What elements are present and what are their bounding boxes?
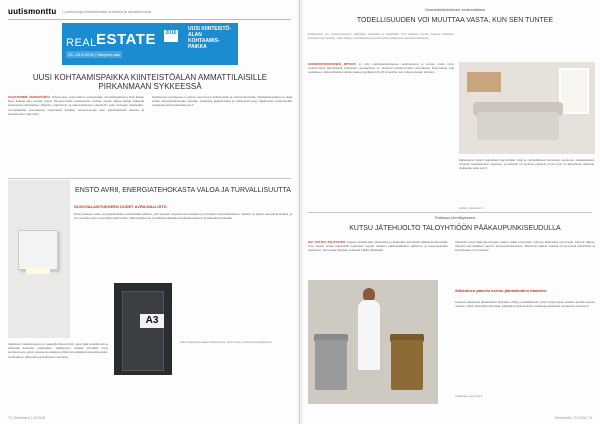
header-divider xyxy=(8,19,291,20)
right-page-number: 73 xyxy=(587,415,592,420)
right-article1-caption: Lähde: www.vesi.fi xyxy=(459,206,483,210)
right-article2-col1-text: mukaan kehittämään jätehuoltoa ja lisäämään kierrätystä pääkaupunkiseudulla. Uusi palvelu auttaa taloyhtiöitä löytämään sopivat ratkaisut pakkausjätteiden lajitteluun ja keräysastioiden sijoitteluun. Neuvontaa tarjotaan maksutta kaikille halukkaille. xyxy=(308,240,448,253)
right-article2-column-2: Taloyhtiöt voivat tilata jäteneuvojan paikan päälle arvioimaan nykyisen jätehuollon toimivuutta. Käynnin jälkeen taloyhtiö saa kirjallisen raportin kehitysehdotuksineen. Pilotoinnin aikana mukana oli kymmeniä taloyhtiöitä, ja kierrätysaste nousi selvästi. xyxy=(455,240,595,253)
right-article2-caption: Lisätietoja: www.hsy.fi xyxy=(455,394,483,398)
door-panel-icon xyxy=(122,291,164,371)
left-magazine-name: Kiinteistö | 2/2016 xyxy=(13,415,46,420)
ad-word-real: REAL xyxy=(66,37,97,49)
right-page xyxy=(300,0,600,424)
living-room-photo xyxy=(459,62,595,154)
real-estate-expo-ad xyxy=(62,23,238,65)
ad-word-estate: ESTATE xyxy=(96,31,156,48)
right-article2-column-1 xyxy=(308,240,448,278)
door-number-photo xyxy=(114,283,172,375)
right-article1-lead: HUONEISTOKOHTAINEN MITTAUS xyxy=(308,62,356,66)
right-article1-column-1 xyxy=(308,62,454,150)
ad-tagline: UUSI KIINTEISTÖ-ALAN KOHTAAMIS-PAIKKA xyxy=(188,26,232,50)
right-article1-col1-text: on ollut uudisrakentamisessa vaatimuksena jo vuosia, mutta myös vanhemmissa taloyhtiöissä mittareiden asentaminen on yleistynyt putkiremonttien yhteydessä. Kokemukset ovat osoittaneet, että asukkaiden kulutus laskee tyypillisesti 15–30 prosenttia, kun mittaus otetaan käyttöön. xyxy=(308,62,454,75)
right-article2-column-3: Uudessa palvelussa jäteastioiden täyttöaste välittyy reaaliaikaisesti, jolloin tyhjennykset voidaan ajoittaa tarpeen mukaan. Tämä vähentää turhia ajoja, päästöjä ja kustannuksia. Lisätietoja palvelusta osoitteessa www.hsy.fi xyxy=(455,300,595,309)
window-icon xyxy=(559,68,589,114)
article1-column-2: Tapahtuman tavoitteena on tarjota uusi foorumi kohtaamisille ja verkostoitumiselle. Näytteilleasettajina on laaja joukko kiinteistöpalveluiden tarjoajia. Lisätietoja tapahtumasta ja ohjelmasta löytyy tapahtuman verkkosivuilta osoitteesta www.realestateexpo.fi xyxy=(152,95,292,108)
article1-kicker: Huoneistokohtainen vedenmittaus xyxy=(424,7,486,12)
bin-brown-icon xyxy=(391,340,423,390)
right-footer xyxy=(555,415,592,420)
sofa-icon xyxy=(477,112,559,140)
section-title: uutismonttu xyxy=(8,6,57,16)
right-article2-subhead: Sähköinen palvelu kertoo jäteastioiden tilanteen xyxy=(455,288,547,293)
article2-column-2: Valaisimen lisävarusteena on saatavilla liiketunnistin, joka lisää turvallisuutta ja vähentää kulutusta entisestään. Valaisimeen voidaan kiinnittää myös porrasnumero, jolloin opasteet ja valaistus yhdistyvät selkeäksi kokonaisuudeksi. Tuotteella on pitkä takuu ja kotimainen valmistus. xyxy=(8,342,108,359)
right-article1-column-2: Etäluettavat mittarit helpottavat isännöitsijän työtä ja mahdollistavat kulutuksen seurannan reaaliaikaisesti. Vuotojen havaitseminen nopeutuu, ja taloyhtiö voi puuttua ongelmiin ennen kuin ne aiheuttavat vahinkoja. Lisätietoja: www.vesi.fi xyxy=(459,158,595,171)
left-footer xyxy=(8,415,45,420)
right-article1-intro: Mittaaminen tuo vedenkulutuksen näkyväksi asukkaille ja taloyhtiölle. Kun jokainen asunto maksaa todellisen kulutuksensa mukaan, vettä säästyy merkittävästi ja kustannukset jakautuvat oikeudenmukaisesti. xyxy=(308,32,454,41)
article1-col1-text: Pirkanmaan ensimmäinen kiinteistöalan ammattitapahtuma Real Estate Expo kokoaa alan toimijat yhteen Tampere-talolle toukokuussa. Kahden päivän aikana kävijät pääsevät tutustumaan kiinteistöjen ylläpidon, isännöinnin ja rakennuttamisen palveluihin sekä uusimpiin ratkaisuihin. Ammattilaisille suunnatussa ohjelmassa kuullaan puheenvuoroja alan ajankohtaisista aiheista ja tulevaisuuden näkymistä. xyxy=(8,95,144,116)
section-header xyxy=(8,5,151,17)
light-beam-icon xyxy=(26,268,50,274)
wall-lamp-photo xyxy=(8,180,70,338)
article2-title: ENSTO AVR8, ENERGIATEHOKASTA VALOA JA TURVALLISUUTTA xyxy=(75,187,291,194)
ad-logo-block xyxy=(66,27,184,61)
door-number-plate: A3 xyxy=(140,314,164,328)
right-article2-title: KUTSU JÄTEHUOLTO TALOYHTIÖÖN PÄÄKAUPUNKISEUDULLA xyxy=(349,225,561,232)
right-magazine-name: Kiinteistö | 2/2016 xyxy=(554,415,587,420)
wall-lamp-icon xyxy=(18,230,58,270)
right-section-divider xyxy=(308,212,592,213)
article1-title: UUSI KOHTAAMISPAIKKA KIINTEISTÖALAN AMMATTILAISILLE PIRKANMAAN SYKKEESSÄ xyxy=(32,73,268,91)
person-icon xyxy=(358,300,380,370)
ad-year-badge: 2016 xyxy=(164,30,178,42)
article2-contact: Katso lisätietoja valaisinvalikoimasta: www.ensto.com/fi/tuotteet/valaisimet xyxy=(180,340,272,344)
left-page-number: 72 xyxy=(8,415,13,420)
article2-kicker: Pakkaus kierrätykseen xyxy=(434,215,476,220)
right-article1-title: TODELLISUUDEN VOI MUUTTAA VASTA, KUN SEN TUNTEE xyxy=(356,17,554,24)
ad-date-line: 23.–24.5.2016 | Tampere-talo xyxy=(68,52,121,57)
article1-lead: SAAVUTAMME JÄRJESTÄMÄÄ. xyxy=(8,95,51,99)
shelf-icon xyxy=(467,72,501,92)
section-subtitle: | poimintoja kiinteistöalan uutisista ja tapahtumista xyxy=(62,8,152,14)
right-article2-lead: HSY KUTSUU TALOYHTIÖT xyxy=(308,240,346,244)
article2-column-1: Ensto esittelee uuden energiatehokkaan seinävalaisinmalliston, joka soveltuu erityisesti kerrostalojen ja toimitilojen ulkovalaistukseen. Valaisin on helppo asentaa ja huoltaa, ja sen muotoilu sopii monenlaisiin julkisivuihin. LED-tekniikka tuo merkittäviä säästöjä energiankulutukseen ja pidentää huoltoväliä. xyxy=(74,212,292,221)
bin-gray-icon xyxy=(315,340,347,390)
page-gutter xyxy=(296,0,304,424)
article1-column-1 xyxy=(8,95,144,173)
waste-bins-photo xyxy=(308,280,438,404)
section-divider xyxy=(8,178,291,179)
article2-subhead: ULKOVALAISTUKSEEN UUDET AVR8-MALLISTO xyxy=(74,204,167,209)
